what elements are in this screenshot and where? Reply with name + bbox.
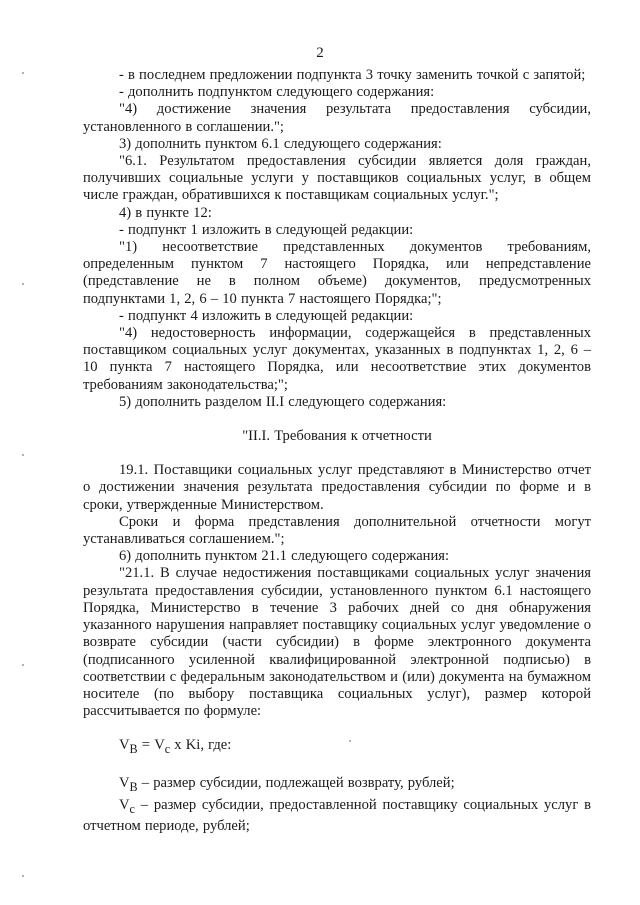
definition-subscript: В xyxy=(129,780,138,795)
page-number: 2 xyxy=(316,45,324,61)
paragraph-subitem-1-quote: "1) несоответствие представленных документов требованиям, определенным пунктом 7 настоящего Порядка, или непредставление (представление не в полном объеме) документов, предусмотренных подпунктами 1, 2, 6 – 10 пункта 7 настоящего Порядка;"; xyxy=(83,239,591,307)
document-body xyxy=(83,67,591,835)
definition-text: – размер субсидии, предоставленной поставщику социальных услуг в отчетном периоде, рублей; xyxy=(83,796,591,834)
definition-subscript: с xyxy=(129,801,135,816)
scan-speck xyxy=(22,875,24,877)
paragraph-item-6-1-quote: "6.1. Результатом предоставления субсидии является доля граждан, получивших социальные услуги у поставщиков социальных услуг, в общем числе граждан, обратившихся к поставщикам социальных услуг."; xyxy=(83,153,591,204)
formula-v-subscript: В xyxy=(129,742,138,757)
refund-formula xyxy=(83,737,591,758)
paragraph-add-section: 5) дополнить разделом II.I следующего содержания: xyxy=(119,393,447,410)
paragraph-subitem-4-quote: "4) достижение значения результата предоставления субсидии, установленного в соглашении."; xyxy=(83,101,591,135)
definition-text: – размер субсидии, подлежащей возврату, рублей; xyxy=(137,775,455,792)
paragraph-subitem-4-new-quote: "4) недостоверность информации, содержащейся в представленных поставщиком социальных услуг документах, указанных в подпунктах 1, 2, 6 – 10 пункта 7 настоящего Порядка, или несоответствие этих документов требованиям законодательства;"; xyxy=(83,325,591,393)
formula-vc-subscript: с xyxy=(164,742,171,757)
paragraph-additional-reporting: Сроки и форма представления дополнительной отчетности могут устанавливаться соглашением."; xyxy=(83,513,591,548)
formula-tail: х Ki, где: xyxy=(170,737,232,754)
scan-speck xyxy=(22,664,24,666)
scan-speck xyxy=(22,283,24,285)
paragraph-add-subitem: - дополнить подпунктом следующего содержания: xyxy=(119,84,435,101)
scan-speck xyxy=(349,740,351,742)
paragraph-subitem-1-intro: - подпункт 1 изложить в следующей редакции: xyxy=(119,221,414,238)
paragraph-subitem-4-intro: - подпункт 4 изложить в следующей редакции: xyxy=(119,307,414,324)
formula-equals: = xyxy=(137,737,155,754)
section-heading: "II.I. Требования к отчетности xyxy=(242,428,432,445)
paragraph-item-19-1: 19.1. Поставщики социальных услуг представляют в Министерство отчет о достижении значения результата предоставления субсидии по форме и в сроки, утвержденные Министерством. xyxy=(83,462,591,513)
paragraph-amend-subitem-3: - в последнем предложении подпункта 3 точку заменить точкой с запятой; xyxy=(119,67,586,83)
definition-symbol: V xyxy=(119,796,130,813)
paragraph-item-12: 4) в пункте 12: xyxy=(119,204,212,221)
paragraph-item-21-1-quote: "21.1. В случае недостижения поставщиками социальных услуг значения результата предоставления субсидии, установленного пунктом 6.1 настоящего Порядка, Министерство в течение 3 рабочих дней со дня обнаружения указанного нарушения направляет поставщику социальных услуг уведомление о возврате субсидии (части субсидии) в форме электронного документа (подписанного усиленной квалифицированной электронной подписью) в соответствии с федеральным законодательством и (или) документа на бумажном носителе (по выбору поставщика социальных услуг), размер которой рассчитывается по формуле: xyxy=(83,565,591,720)
definition-v-refund xyxy=(83,775,591,796)
paragraph-add-item-6-1: 3) дополнить пунктом 6.1 следующего содержания: xyxy=(119,135,442,152)
formula-vc-symbol: V xyxy=(154,737,165,754)
formula-v-symbol: V xyxy=(119,737,130,754)
paragraph-add-item-21-1: 6) дополнить пунктом 21.1 следующего содержания: xyxy=(119,548,450,565)
definition-v-provided xyxy=(83,797,591,835)
scan-speck xyxy=(22,72,24,74)
scan-speck xyxy=(22,454,24,456)
definition-symbol: V xyxy=(119,775,130,792)
